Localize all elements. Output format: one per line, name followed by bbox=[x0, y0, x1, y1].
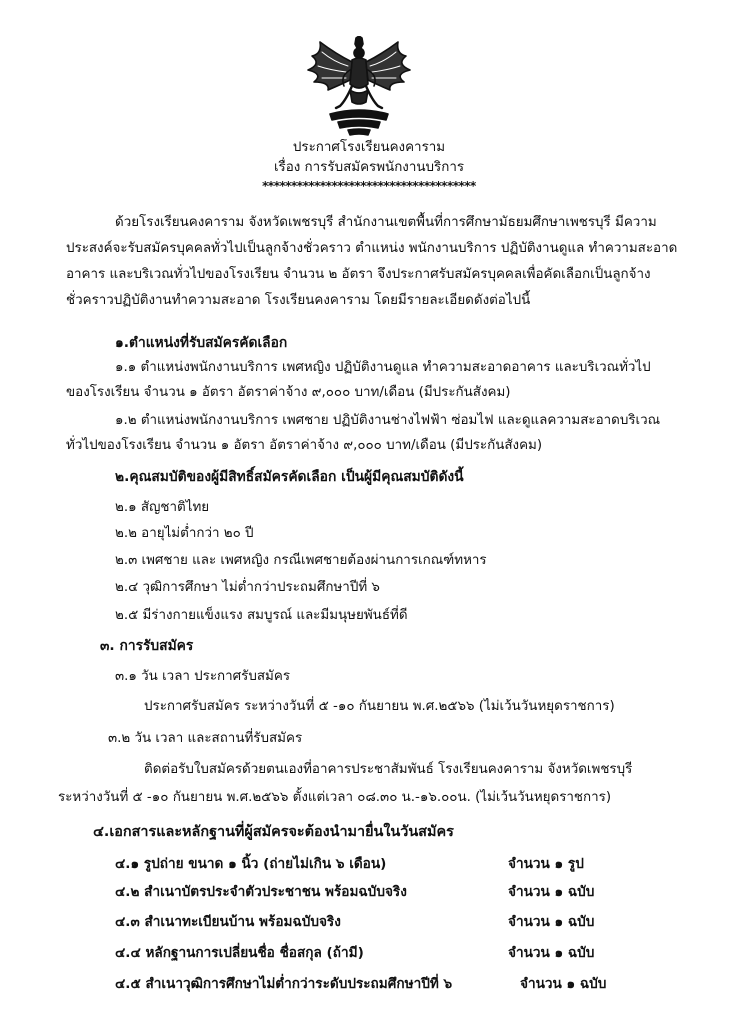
application-place-line-1: ติดต่อรับใบสมัครด้วยตนเองที่อาคารประชาสัมพันธ์ โรงเรียนคงคาราม จังหวัดเพชรบุรี bbox=[144, 762, 633, 777]
application-period-detail: ประกาศรับสมัคร ระหว่างวันที่ ๕ -๑๐ กันยายน พ.ศ.๒๕๖๖ (ไม่เว้นวันหยุดราชการ) bbox=[144, 699, 615, 714]
document-row bbox=[0, 910, 738, 932]
section-3-heading: ๓. การรับสมัคร bbox=[100, 638, 194, 654]
intro-line-1: ด้วยโรงเรียนคงคาราม จังหวัดเพชรบุรี สำนักงานเขตพื้นที่การศึกษามัธยมศึกษาเพชรบุรี มีความ bbox=[115, 215, 657, 230]
document-row bbox=[0, 852, 738, 874]
document-label: ๔.๕ สำเนาวุฒิการศึกษาไม่ต่ำกว่าระดับประถมศึกษาปีที่ ๖ bbox=[115, 976, 453, 992]
document-label: ๔.๑ รูปถ่าย ขนาด ๑ นิ้ว (ถ่ายไม่เกิน ๖ เดือน) bbox=[115, 856, 387, 872]
document-label: ๔.๓ สำเนาทะเบียนบ้าน พร้อมฉบับจริง bbox=[115, 914, 341, 930]
position-2-line-1: ๑.๒ ตำแหน่งพนักงานบริการ เพศชาย ปฏิบัติงานช่างไฟฟ้า ซ่อมไฟ และดูแลความสะอาดบริเวณ bbox=[115, 413, 661, 428]
section-1-heading: ๑.ตำแหน่งที่รับสมัครคัดเลือก bbox=[115, 335, 288, 351]
application-place-heading: ๓.๒ วัน เวลา และสถานที่รับสมัคร bbox=[108, 731, 303, 746]
announcement-title: ประกาศโรงเรียนคงคาราม bbox=[292, 140, 446, 155]
qualification-item: ๒.๕ มีร่างกายแข็งแรง สมบูรณ์ และมีมนุษยพันธ์ที่ดี bbox=[115, 608, 408, 623]
position-1-line-1: ๑.๑ ตำแหน่งพนักงานบริการ เพศหญิง ปฏิบัติงานดูแล ทำความสะอาดอาคาร และบริเวณทั่วไป bbox=[115, 360, 651, 375]
position-1-line-2: ของโรงเรียน จำนวน ๑ อัตรา อัตราค่าจ้าง ๙,๐๐๐ บาท/เดือน (มีประกันสังคม) bbox=[66, 385, 511, 400]
title-divider: ************************************* bbox=[262, 179, 476, 193]
position-2-line-2: ทั่วไปของโรงเรียน จำนวน ๑ อัตรา อัตราค่าจ้าง ๙,๐๐๐ บาท/เดือน (มีประกันสังคม) bbox=[66, 438, 543, 453]
document-quantity: จำนวน ๑ ฉบับ bbox=[508, 884, 595, 900]
garuda-emblem-icon bbox=[300, 36, 418, 136]
qualification-item: ๒.๑ สัญชาติไทย bbox=[115, 500, 210, 515]
document-label: ๔.๔ หลักฐานการเปลี่ยนชื่อ ชื่อสกุล (ถ้ามี) bbox=[115, 945, 364, 961]
application-period-heading: ๓.๑ วัน เวลา ประกาศรับสมัคร bbox=[115, 669, 291, 684]
qualification-item: ๒.๔ วุฒิการศึกษา ไม่ต่ำกว่าประถมศึกษาปีที่ ๖ bbox=[115, 580, 380, 595]
announcement-subject: เรื่อง การรับสมัครพนักงานบริการ bbox=[273, 160, 465, 175]
intro-line-3: อาคาร และบริเวณทั่วไปของโรงเรียน จำนวน ๒ อัตรา จึงประกาศรับสมัครบุคคลเพื่อคัดเลือกเป็นลูกจ้าง bbox=[66, 267, 651, 282]
application-place-line-2: ระหว่างวันที่ ๕ -๑๐ กันยายน พ.ศ.๒๕๖๖ ตั้งแต่เวลา ๐๘.๓๐ น.-๑๖.๐๐น. (ไม่เว้นวันหยุดราชการ) bbox=[58, 790, 612, 805]
qualification-item: ๒.๒ อายุไม่ต่ำกว่า ๒๐ ปี bbox=[115, 526, 254, 541]
intro-line-2: ประสงค์จะรับสมัครบุคคลทั่วไปเป็นลูกจ้างชั่วคราว ตำแหน่ง พนักงานบริการ ปฏิบัติงานดูแล ทำความสะอาด bbox=[66, 241, 678, 256]
document-quantity: จำนวน ๑ ฉบับ bbox=[508, 914, 595, 930]
document-quantity: จำนวน ๑ ฉบับ bbox=[508, 945, 595, 961]
intro-line-4: ชั่วคราวปฏิบัติงานทำความสะอาด โรงเรียนคงคาราม โดยมีรายละเอียดดังต่อไปนี้ bbox=[66, 293, 531, 308]
document-label: ๔.๒ สำเนาบัตรประจำตัวประชาชน พร้อมฉบับจริง bbox=[115, 884, 407, 900]
section-4-heading: ๔.เอกสารและหลักฐานที่ผู้สมัครจะต้องนำมายื่นในวันสมัคร bbox=[93, 824, 454, 840]
section-2-heading: ๒.คุณสมบัติของผู้มีสิทธิ์สมัครคัดเลือก เป็นผู้มีคุณสมบัติดังนี้ bbox=[115, 469, 464, 485]
document-row bbox=[0, 880, 738, 902]
document-row bbox=[0, 972, 738, 994]
document-quantity: จำนวน ๑ ฉบับ bbox=[520, 976, 607, 992]
qualification-item: ๒.๓ เพศชาย และ เพศหญิง กรณีเพศชายต้องผ่านการเกณฑ์ทหาร bbox=[115, 553, 487, 568]
document-quantity: จำนวน ๑ รูป bbox=[508, 856, 584, 872]
document-row bbox=[0, 941, 738, 963]
